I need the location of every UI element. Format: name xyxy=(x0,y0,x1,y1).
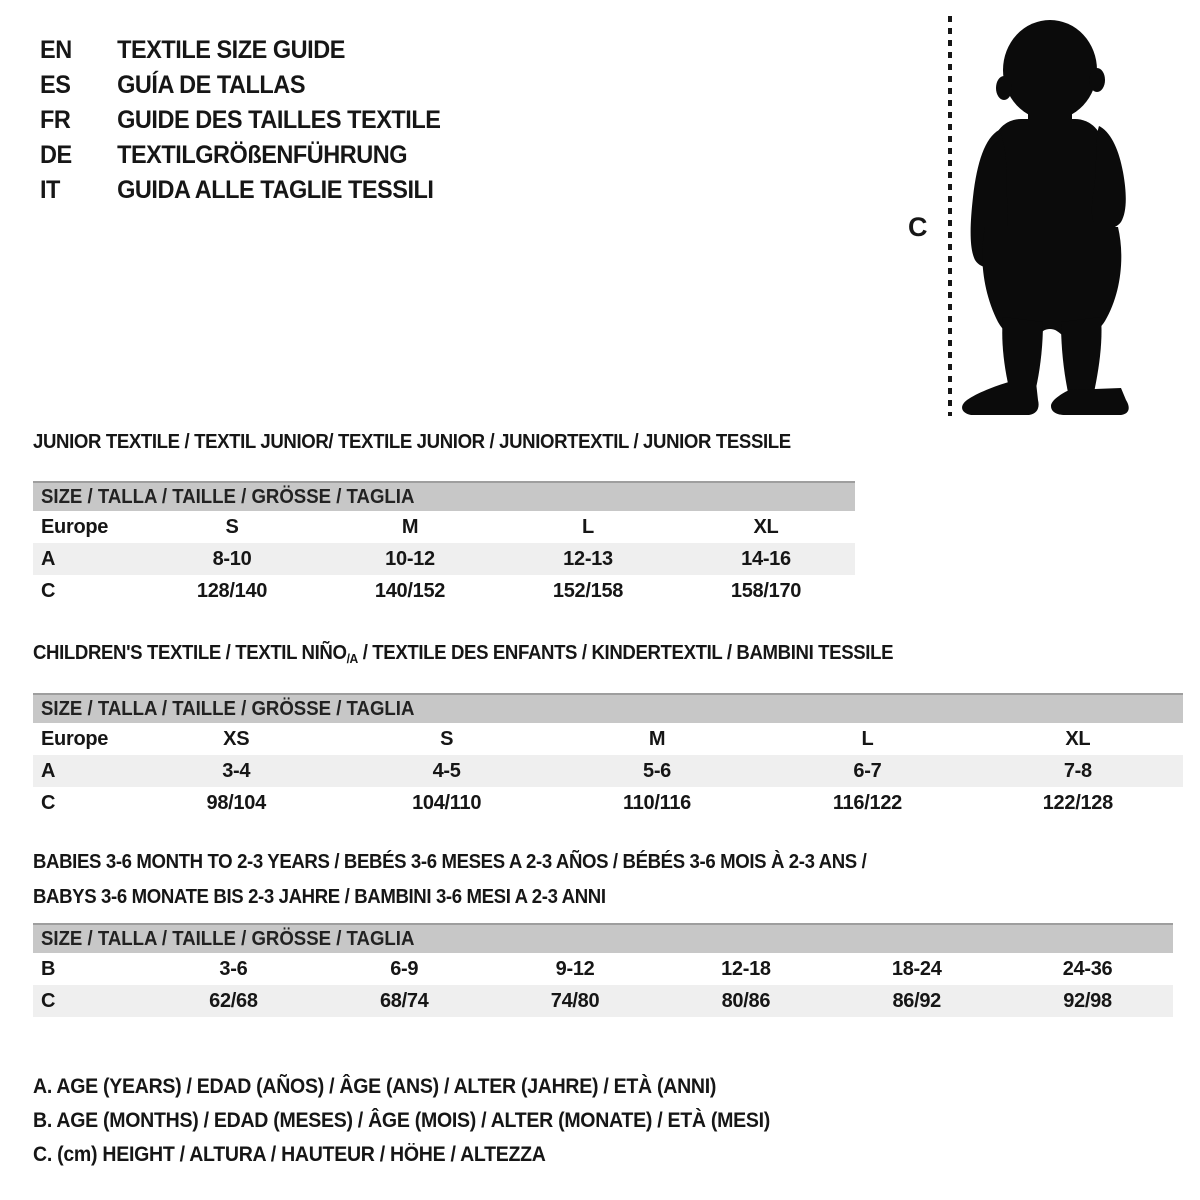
cell-value: L xyxy=(861,728,874,750)
cell-value: 3-4 xyxy=(222,760,251,782)
table-row xyxy=(33,723,1183,755)
cell-value: 140/152 xyxy=(374,580,446,602)
language-row xyxy=(40,173,440,208)
cell-value: 5-6 xyxy=(643,760,672,782)
language-title-list xyxy=(40,33,466,208)
row-label: Europe xyxy=(41,728,109,750)
cell-value: 6-9 xyxy=(390,958,419,980)
cell-value: XS xyxy=(223,728,250,750)
section-babies-textile xyxy=(33,845,1173,1017)
cell-value: 24-36 xyxy=(1062,958,1113,980)
table-row xyxy=(33,985,1173,1017)
language-code: IT xyxy=(40,176,60,204)
size-header-band xyxy=(33,481,855,511)
cell-value: 92/98 xyxy=(1063,990,1112,1012)
section-title-text: BABYS 3-6 MONATE BIS 2-3 JAHRE / BAMBINI 3-6 MESI A 2-3 ANNI xyxy=(33,886,606,908)
legend-line: C. (cm) HEIGHT / ALTURA / HAUTEUR / HÖHE / ALTEZZA xyxy=(33,1143,546,1166)
language-guide-title: GUIDE DES TAILLES TEXTILE xyxy=(117,106,441,134)
cell-value: 12-13 xyxy=(563,548,613,570)
language-guide-title: GUÍA DE TALLAS xyxy=(117,71,306,99)
row-label: C xyxy=(41,580,56,602)
language-guide-title: GUIDA ALLE TAGLIE TESSILI xyxy=(117,176,434,204)
cell-value: S xyxy=(440,728,454,750)
section-title-line xyxy=(33,845,1093,880)
cell-value: 3-6 xyxy=(219,958,248,980)
size-header-band xyxy=(33,693,1183,723)
cell-value: M xyxy=(648,728,666,750)
language-code: ES xyxy=(40,71,71,99)
cell-value: 152/158 xyxy=(552,580,624,602)
section-title xyxy=(33,845,1173,915)
size-table xyxy=(33,723,1183,819)
size-table xyxy=(33,953,1173,1017)
cell-value: 7-8 xyxy=(1063,760,1092,782)
row-label: B xyxy=(41,958,56,980)
cell-value: 62/68 xyxy=(209,990,258,1012)
size-header-text: SIZE / TALLA / TAILLE / GRÖSSE / TAGLIA xyxy=(41,486,415,508)
cell-value: 104/110 xyxy=(412,792,482,814)
table-row xyxy=(33,787,1183,819)
measurement-legend xyxy=(33,1070,825,1172)
table-row xyxy=(33,755,1183,787)
section-title xyxy=(33,640,1183,672)
table-row xyxy=(33,543,855,575)
table-row xyxy=(33,953,1173,985)
row-label: A xyxy=(41,760,56,782)
language-code: EN xyxy=(40,36,72,64)
cell-value: 4-5 xyxy=(432,760,461,782)
section-childrens-textile xyxy=(33,640,1183,819)
cell-value: 9-12 xyxy=(555,958,595,980)
section-title-line xyxy=(33,640,1103,672)
height-dashed-line xyxy=(948,16,952,416)
section-title-text: / TEXTILE DES ENFANTS / KINDERTEXTIL / BAMBINI TESSILE xyxy=(357,642,894,664)
language-row xyxy=(40,103,440,138)
cell-value: 6-7 xyxy=(853,760,882,782)
language-code: DE xyxy=(40,141,72,169)
language-row xyxy=(40,138,440,173)
cell-value: 8-10 xyxy=(212,548,252,570)
toddler-silhouette-icon xyxy=(953,12,1143,422)
cell-value: 98/104 xyxy=(206,792,266,814)
cell-value: L xyxy=(582,516,594,538)
legend-line: B. AGE (MONTHS) / EDAD (MESES) / ÂGE (MOIS) / ALTER (MONATE) / ETÀ (MESI) xyxy=(33,1109,770,1132)
language-guide-title: TEXTILE SIZE GUIDE xyxy=(117,36,345,64)
row-label: A xyxy=(41,548,56,570)
cell-value: XL xyxy=(1065,728,1091,750)
section-title-line xyxy=(33,880,1093,915)
size-header-text: SIZE / TALLA / TAILLE / GRÖSSE / TAGLIA xyxy=(41,698,415,720)
language-code: FR xyxy=(40,106,71,134)
table-row xyxy=(33,575,855,607)
row-label: Europe xyxy=(41,516,109,538)
height-marker-label: C xyxy=(908,212,928,242)
cell-value: XL xyxy=(753,516,779,538)
language-row xyxy=(40,68,440,103)
size-table xyxy=(33,511,855,607)
language-guide-title: TEXTILGRÖßENFÜHRUNG xyxy=(117,141,408,169)
cell-value: 10-12 xyxy=(385,548,435,570)
section-title-text: CHILDREN'S TEXTILE / TEXTIL NIÑO xyxy=(33,642,347,664)
cell-value: 18-24 xyxy=(891,958,942,980)
cell-value: 14-16 xyxy=(741,548,791,570)
cell-value: 68/74 xyxy=(379,990,429,1012)
cell-value: 110/116 xyxy=(623,792,692,814)
cell-value: 116/122 xyxy=(832,792,902,814)
section-title xyxy=(33,430,855,454)
section-title-text: BABIES 3-6 MONTH TO 2-3 YEARS / BEBÉS 3-6 MESES A 2-3 AÑOS / BÉBÉS 3-6 MOIS À 2-3 ANS / xyxy=(33,851,867,873)
section-junior-textile xyxy=(33,430,855,607)
row-label: C xyxy=(41,990,56,1012)
cell-value: 122/128 xyxy=(1042,792,1113,814)
cell-value: 128/140 xyxy=(196,580,268,602)
section-title-text: JUNIOR TEXTILE / TEXTIL JUNIOR/ TEXTILE JUNIOR / JUNIORTEXTIL / JUNIOR TESSILE xyxy=(33,431,791,453)
cell-value: 74/80 xyxy=(550,990,600,1012)
language-row xyxy=(40,33,440,68)
cell-value: 158/170 xyxy=(730,580,802,602)
section-title-text: /A xyxy=(346,651,358,666)
cell-value: 12-18 xyxy=(721,958,771,980)
size-header-band xyxy=(33,923,1173,953)
cell-value: 80/86 xyxy=(721,990,771,1012)
table-row xyxy=(33,511,855,543)
cell-value: M xyxy=(401,516,419,538)
size-header-text: SIZE / TALLA / TAILLE / GRÖSSE / TAGLIA xyxy=(41,928,415,950)
legend-line: A. AGE (YEARS) / EDAD (AÑOS) / ÂGE (ANS) / ALTER (JAHRE) / ETÀ (ANNI) xyxy=(33,1075,717,1098)
cell-value: S xyxy=(225,516,239,538)
section-title-line xyxy=(33,430,797,454)
row-label: C xyxy=(41,792,56,814)
cell-value: 86/92 xyxy=(892,990,941,1012)
